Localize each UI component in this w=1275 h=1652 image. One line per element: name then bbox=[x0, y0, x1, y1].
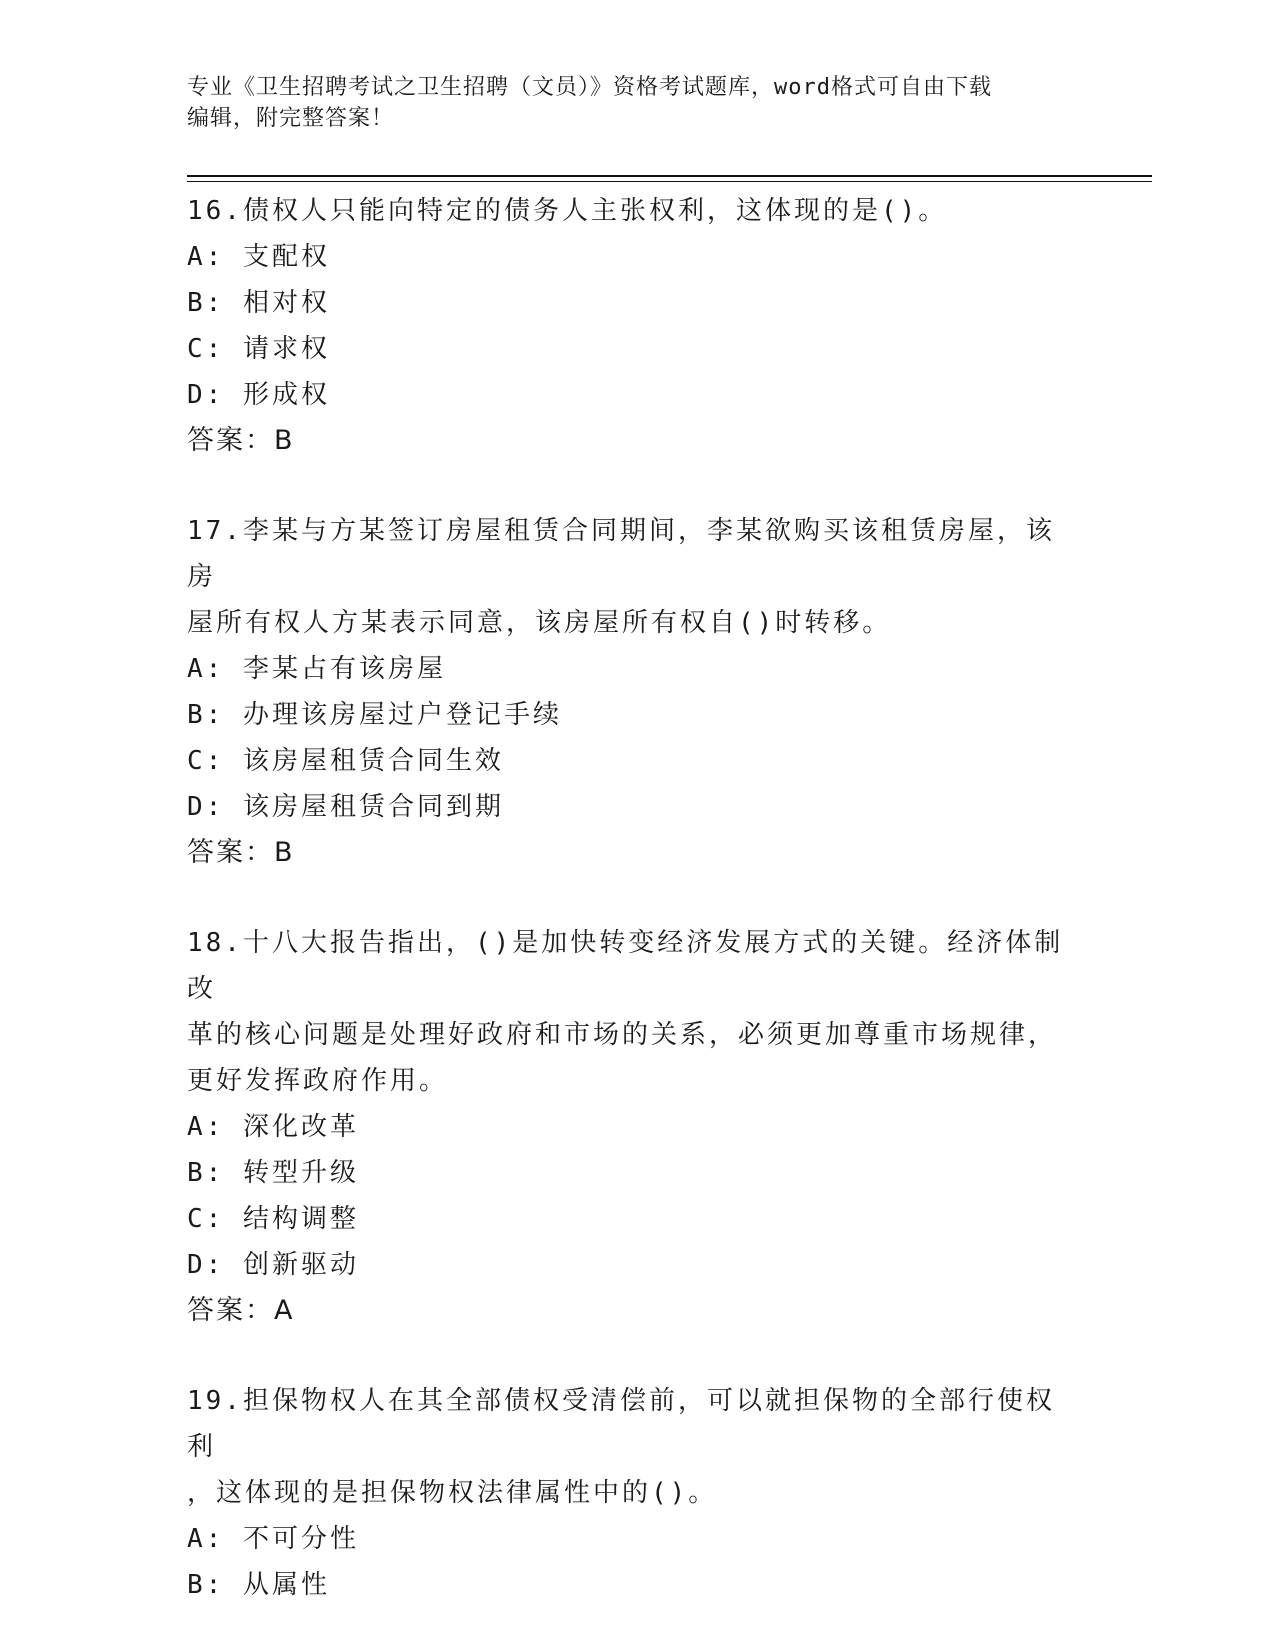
option-c: C: 结构调整 bbox=[187, 1204, 359, 1234]
option-c: C: 请求权 bbox=[187, 334, 330, 364]
question-stem: 更好发挥政府作用。 bbox=[187, 1066, 449, 1096]
header-line-1: 专业《卫生招聘考试之卫生招聘（文员）》资格考试题库，word格式可自由下载 bbox=[187, 75, 992, 100]
option-a: A: 李某占有该房屋 bbox=[187, 654, 446, 684]
answer-line: 答案：B bbox=[187, 425, 295, 456]
question-18 bbox=[187, 920, 1077, 1334]
question-stem: 18.十八大报告指出，()是加快转变经济发展方式的关键。经济体制改 bbox=[187, 928, 1064, 1004]
answer-line: 答案：B bbox=[187, 837, 295, 868]
question-17 bbox=[187, 508, 1077, 876]
option-c: C: 该房屋租赁合同生效 bbox=[187, 746, 504, 776]
question-stem: ，这体现的是担保物权法律属性中的()。 bbox=[187, 1478, 718, 1508]
option-b: B: 相对权 bbox=[187, 288, 330, 318]
question-stem: 屋所有权人方某表示同意，该房屋所有权自()时转移。 bbox=[187, 608, 892, 638]
question-19 bbox=[187, 1378, 1077, 1608]
document-header bbox=[187, 72, 1067, 134]
option-a: A: 支配权 bbox=[187, 242, 330, 272]
question-list bbox=[187, 188, 1077, 1652]
question-stem: 17.李某与方某签订房屋租赁合同期间，李某欲购买该租赁房屋，该房 bbox=[187, 516, 1055, 592]
option-b: B: 从属性 bbox=[187, 1570, 330, 1600]
option-d: D: 该房屋租赁合同到期 bbox=[187, 792, 504, 822]
option-d: D: 创新驱动 bbox=[187, 1250, 359, 1280]
question-stem: 革的核心问题是处理好政府和市场的关系，必须更加尊重市场规律， bbox=[187, 1020, 1058, 1050]
header-divider-thick bbox=[187, 175, 1152, 177]
header-divider-thin bbox=[187, 181, 1152, 182]
question-stem: 19.担保物权人在其全部债权受清偿前，可以就担保物的全部行使权利 bbox=[187, 1386, 1055, 1462]
option-b: B: 办理该房屋过户登记手续 bbox=[187, 700, 562, 730]
option-a: A: 不可分性 bbox=[187, 1524, 359, 1554]
answer-line: 答案：A bbox=[187, 1295, 295, 1326]
option-a: A: 深化改革 bbox=[187, 1112, 359, 1142]
option-b: B: 转型升级 bbox=[187, 1158, 359, 1188]
option-d: D: 形成权 bbox=[187, 380, 330, 410]
question-16 bbox=[187, 188, 1077, 464]
question-stem: 16.债权人只能向特定的债务人主张权利，这体现的是()。 bbox=[187, 196, 948, 226]
header-line-2: 编辑，附完整答案！ bbox=[187, 106, 395, 131]
